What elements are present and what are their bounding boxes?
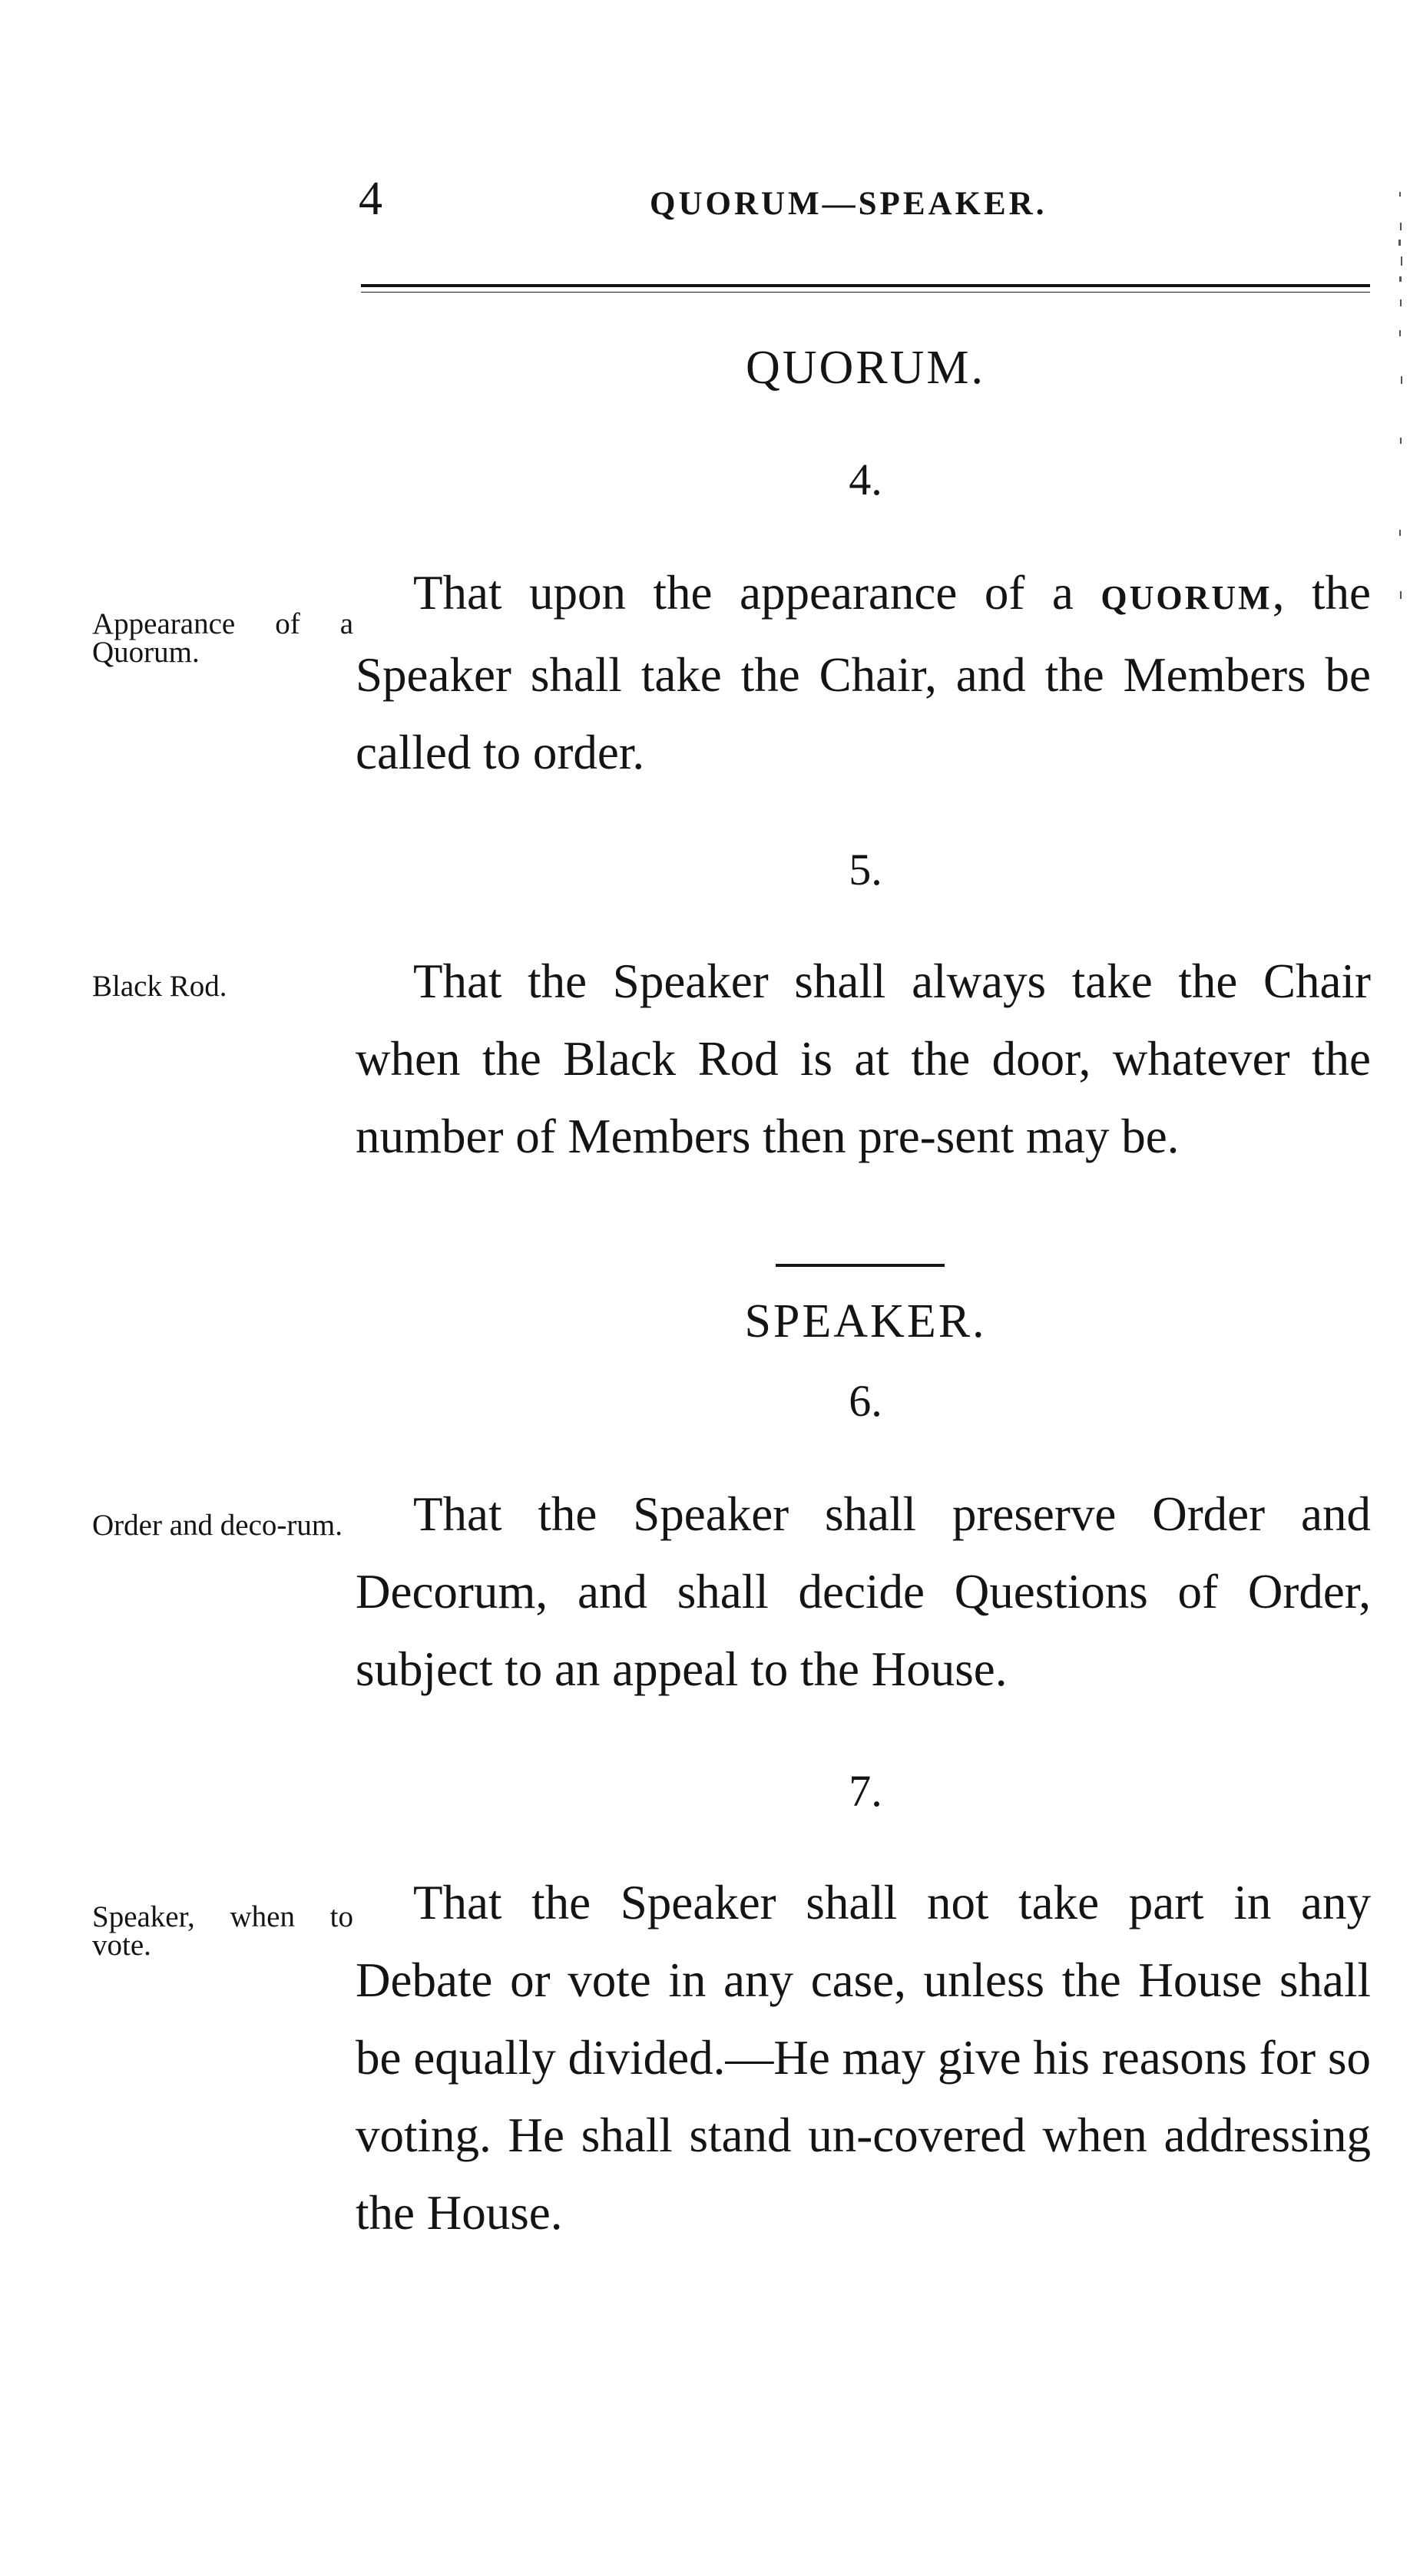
section-heading-quorum: QUORUM. xyxy=(745,342,986,394)
rule-text-4-before: That upon the appearance of a xyxy=(413,566,1101,620)
section-heading-speaker: SPEAKER. xyxy=(744,1295,987,1348)
rule-number-7: 7. xyxy=(849,1766,882,1816)
rule-text-5: That the Speaker shall always take the Chair when the Black Rod is at the door, whatever the number of Members then pre-sent may be. xyxy=(356,954,1371,1163)
section-divider xyxy=(776,1264,945,1267)
header-rule xyxy=(361,284,1370,287)
rule-text-4-after: , the Speaker shall take the Chair, and the Members be called to order. xyxy=(356,566,1371,779)
rule-text-7: That the Speaker shall not take part in any Debate or vote in any case, unless the House shall be equally divided.—He may give his reasons for so voting. He shall stand un-covered when addressing the House. xyxy=(356,1876,1371,2240)
rule-number-5: 5. xyxy=(849,845,882,894)
page-number: 4 xyxy=(359,173,382,225)
rule-text-6: That the Speaker shall preserve Order and Decorum, and shall decide Questions of Order, subject to an appeal to the House. xyxy=(356,1487,1371,1696)
margin-note-appearance-of-quorum: Appearance of a Quorum. xyxy=(92,607,353,669)
margin-note-order-and-decorum: Order and deco-rum. xyxy=(92,1509,343,1542)
margin-note-speaker-when-to-vote: Speaker, when to vote. xyxy=(92,1900,353,1962)
rule-text-4-quorum-word: QUORUM xyxy=(1101,579,1273,617)
margin-note-black-rod: Black Rod. xyxy=(92,970,227,1003)
rule-number-4: 4. xyxy=(849,455,882,504)
running-title: QUORUM—SPEAKER. xyxy=(650,186,1048,222)
header-rule-thin xyxy=(361,292,1370,293)
rule-number-6: 6. xyxy=(849,1376,882,1426)
edge-speckle-decoration xyxy=(1396,192,1405,622)
rule-text-4 xyxy=(356,554,1371,792)
